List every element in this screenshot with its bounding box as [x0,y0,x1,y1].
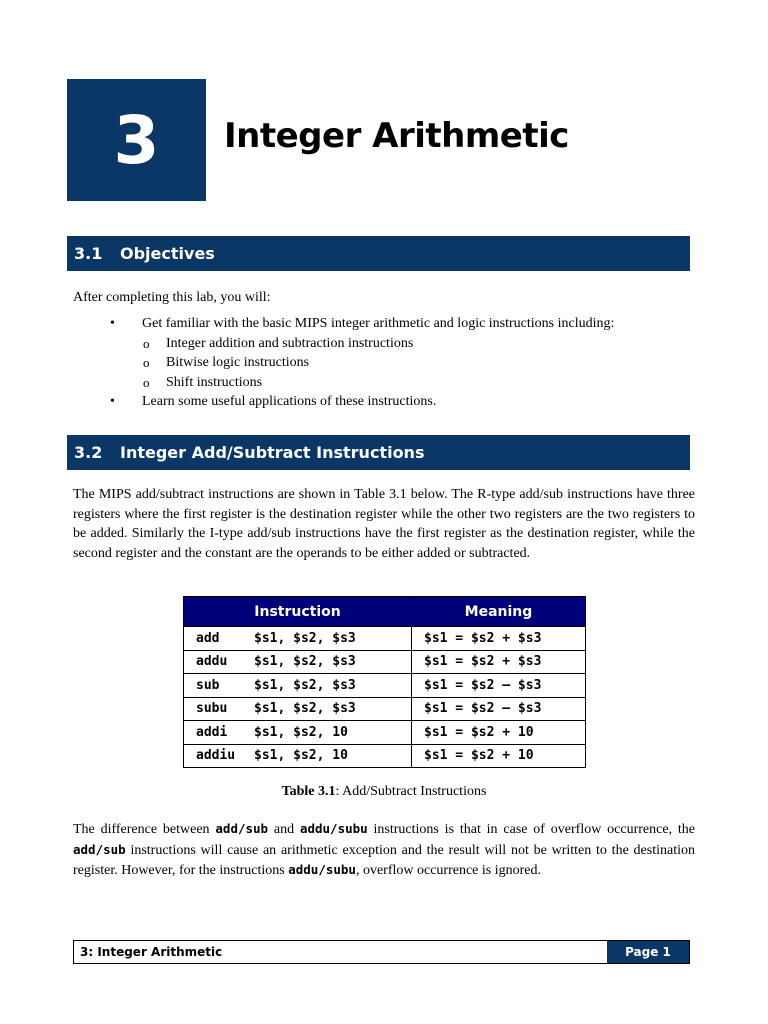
sub-list-item-text: Shift instructions [166,374,263,390]
operands: $s1, $s2, $s3 [254,654,356,670]
meaning-cell: $s1 = $s2 + $s3 [412,650,586,674]
table-row [184,721,586,745]
page-footer [73,940,690,964]
overflow-paragraph [73,819,695,881]
table-caption [0,784,768,800]
instruction-table [183,596,586,768]
sub-bullet-marker: o [143,335,150,351]
opcode: addiu [196,748,236,764]
sub-bullet-marker: o [143,374,150,390]
operands: $s1, $s2, $s3 [254,701,356,717]
chapter-title: Integer Arithmetic [224,116,569,156]
opcode: subu [196,701,228,717]
list-item [73,392,695,412]
table-row [184,697,586,721]
inline-code: add/sub [73,841,126,857]
table-row [184,674,586,698]
add-subtract-paragraph: The MIPS add/subtract instructions are shown in Table 3.1 below. The R-type add/sub instructions have three registers where the first register is the destination register while the other two registers are the two registers to be added. Similarly the I-type add/sub instructions have the first register as the destination register, while the second register and the constant are the operands to be either added or subtracted. [73,487,695,561]
table-row [184,744,586,768]
meaning-cell: $s1 = $s2 + 10 [412,744,586,768]
inline-code: add/sub [215,821,269,836]
meaning-cell: $s1 = $s2 + 10 [412,721,586,745]
sub-bullet-marker: o [143,355,150,371]
chapter-number: 3 [113,101,160,179]
table-row [184,650,586,674]
sub-list-item [73,334,695,354]
bullet-marker: • [110,316,115,331]
section-heading-add-subtract [67,435,690,470]
bullet-marker: • [110,394,115,410]
instruction-cell [184,744,412,768]
section-heading-objectives [67,236,690,271]
inline-code: addu/subu [288,862,356,878]
caption-label: Table 3.1 [281,784,336,799]
list-item [73,314,695,334]
column-header: Meaning [412,597,586,627]
caption-text: : Add/Subtract Instructions [335,784,487,799]
opcode: addu [196,654,228,670]
section-number: 3.2 [74,443,103,462]
opcode: sub [196,677,220,693]
opcode: addi [196,724,228,740]
sub-list-item [73,353,695,373]
inline-code: addu/subu [299,821,368,836]
chapter-number-box [67,79,206,201]
list-item-text: Learn some useful applications of these instructions. [142,394,437,410]
section-number: 3.1 [74,244,103,263]
text-run: The difference between [73,822,216,837]
instruction-cell [184,627,412,651]
meaning-cell: $s1 = $s2 + $s3 [412,627,586,651]
sub-list-item [73,373,695,393]
meaning-cell: $s1 = $s2 – $s3 [412,674,586,698]
footer-chapter-label: 3: Integer Arithmetic [80,945,223,959]
instruction-cell [184,721,412,745]
sub-list-item-text: Integer addition and subtraction instructions [166,335,414,351]
section-title: Objectives [120,244,215,263]
text-run: and [268,822,300,837]
objectives-list [73,314,695,412]
section-title: Integer Add/Subtract Instructions [120,443,425,462]
text-run: instructions will cause an arithmetic exception and the result will not be written to the destination register. However, for the instructions [73,842,695,879]
operands: $s1, $s2, 10 [254,724,348,740]
instruction-cell [184,674,412,698]
instruction-cell [184,650,412,674]
table-header-row [184,597,586,627]
objectives-intro: After completing this lab, you will: [73,290,271,305]
text-run: , overflow occurrence is ignored. [355,863,541,879]
footer-page-number: Page 1 [607,941,689,963]
operands: $s1, $s2, 10 [254,748,348,764]
instruction-cell [184,697,412,721]
opcode: add [196,630,220,646]
text-run: instructions is that in case of overflow occurrence, the [367,822,695,837]
column-header: Instruction [184,597,412,627]
operands: $s1, $s2, $s3 [254,677,356,693]
sub-list-item-text: Bitwise logic instructions [166,355,310,371]
list-item-text: Get familiar with the basic MIPS integer arithmetic and logic instructions including: [142,316,615,331]
table-row [184,627,586,651]
meaning-cell: $s1 = $s2 – $s3 [412,697,586,721]
operands: $s1, $s2, $s3 [254,630,356,646]
